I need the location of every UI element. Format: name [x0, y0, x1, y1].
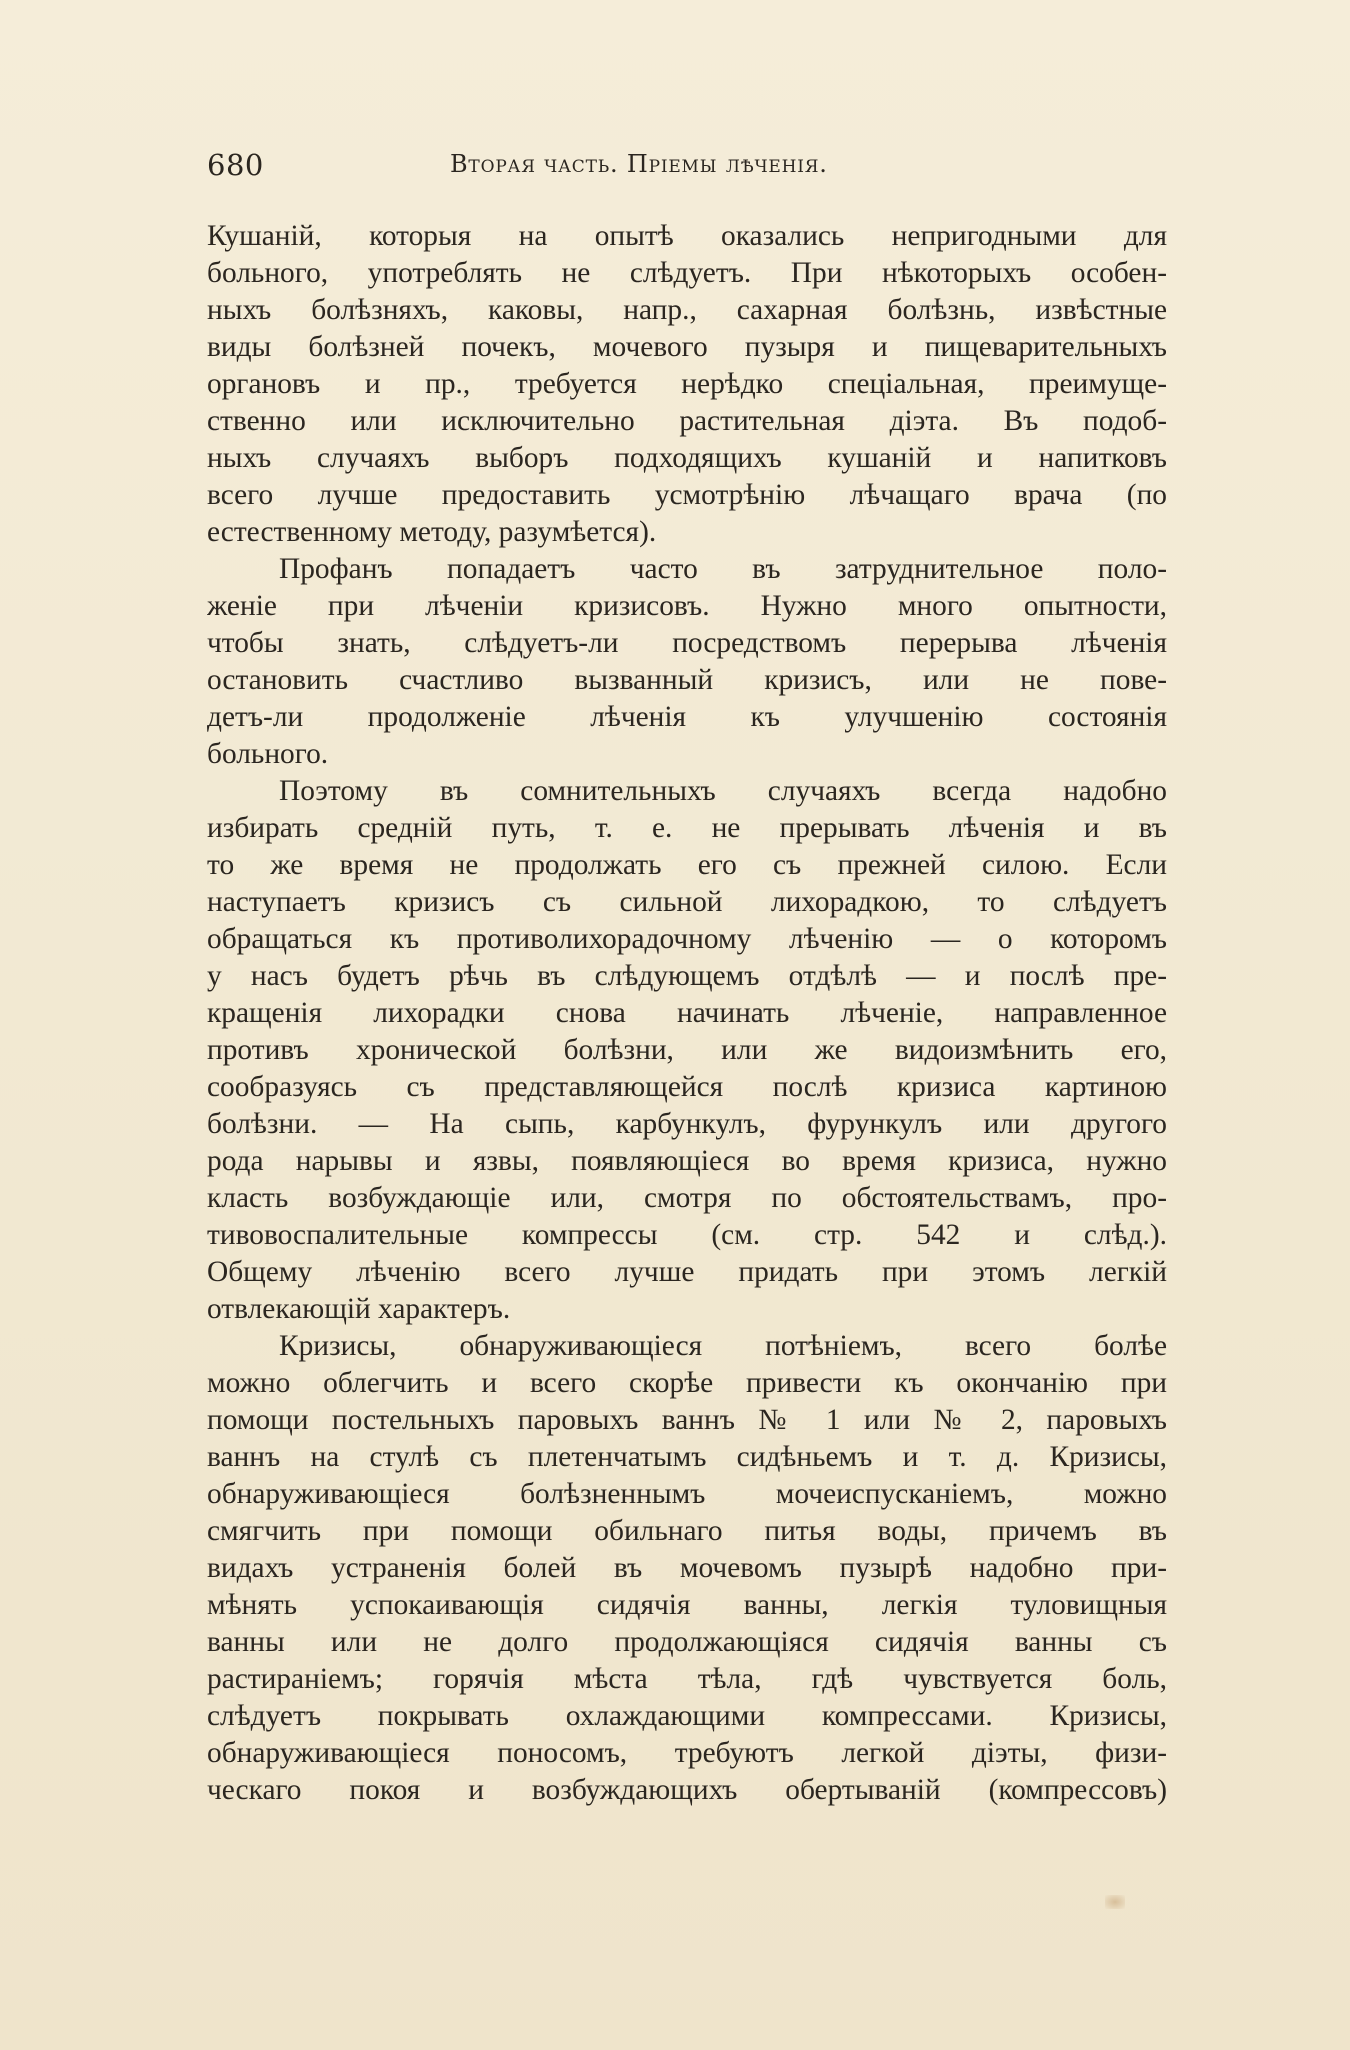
text-line: избирать средній путь, т. е. не прерывать лѣченія и въ: [207, 812, 1167, 844]
text-line: видахъ устраненія болей въ мочевомъ пузырѣ надобно при-: [207, 1552, 1167, 1584]
text-line: ственно или исключительно растительная діэта. Въ подоб-: [207, 405, 1167, 437]
text-line: детъ-ли продолженіе лѣченія къ улучшенію состоянія: [207, 701, 1167, 733]
text-line: наступаетъ кризисъ съ сильной лихорадкою, то слѣдуетъ: [207, 886, 1167, 918]
text-line: обнаруживающіеся поносомъ, требуютъ легкой діэты, физи-: [207, 1737, 1167, 1769]
text-line: ныхъ случаяхъ выборъ подходящихъ кушаній и напитковъ: [207, 442, 1167, 474]
text-line: у насъ будетъ рѣчь въ слѣдующемъ отдѣлѣ — и послѣ пре-: [207, 960, 1167, 992]
text-line: смягчить при помощи обильнаго питья воды, причемъ въ: [207, 1515, 1167, 1547]
text-line: то же время не продолжать его съ прежней силою. Если: [207, 849, 1167, 881]
text-line: противъ хронической болѣзни, или же видоизмѣнить его,: [207, 1034, 1167, 1066]
text-line: ческаго покоя и возбуждающихъ обертываній (компрессовъ): [207, 1774, 1167, 1806]
text-line: Кризисы, обнаруживающіеся потѣніемъ, всего болѣе: [279, 1330, 1167, 1362]
text-line: ванны или не долго продолжающіяся сидячія ванны съ: [207, 1626, 1167, 1658]
text-line: болѣзни. — На сыпь, карбункулъ, фурункулъ или другого: [207, 1108, 1167, 1140]
text-line: помощи постельныхъ паровыхъ ваннъ № 1 или № 2, паровыхъ: [207, 1404, 1167, 1436]
text-line: виды болѣзней почекъ, мочевого пузыря и пищеварительныхъ: [207, 331, 1167, 363]
running-title: Вторая часть. Пріемы лѣченія.: [450, 150, 828, 178]
text-line: обращаться къ противолихорадочному лѣченію — о которомъ: [207, 923, 1167, 955]
text-line: естественному методу, разумѣется).: [207, 516, 657, 548]
page-number: 680: [207, 148, 264, 182]
text-line: отвлекающій характеръ.: [207, 1293, 511, 1325]
text-line: органовъ и пр., требуется нерѣдко спеціальная, преимуще-: [207, 368, 1167, 400]
page-header: [207, 138, 1167, 188]
text-line: мѣнять успокаивающія сидячія ванны, легкія туловищныя: [207, 1589, 1167, 1621]
text-line: тивовоспалительные компрессы (см. стр. 542 и слѣд.).: [207, 1219, 1167, 1251]
text-line: ныхъ болѣзняхъ, каковы, напр., сахарная болѣзнь, извѣстные: [207, 294, 1167, 326]
text-line: класть возбуждающіе или, смотря по обстоятельствамъ, про-: [207, 1182, 1167, 1214]
text-line: слѣдуетъ покрывать охлаждающими компрессами. Кризисы,: [207, 1700, 1167, 1732]
body-text: [207, 218, 1167, 1809]
text-line: женіе при лѣченіи кризисовъ. Нужно много опытности,: [207, 590, 1167, 622]
text-line: Профанъ попадаетъ часто въ затруднительное поло-: [279, 553, 1167, 585]
text-line: остановить счастливо вызванный кризисъ, или не пове-: [207, 664, 1167, 696]
text-line: чтобы знать, слѣдуетъ-ли посредствомъ перерыва лѣченія: [207, 627, 1167, 659]
text-line: Поэтому въ сомнительныхъ случаяхъ всегда надобно: [279, 775, 1167, 807]
text-line: Кушаній, которыя на опытѣ оказались непригодными для: [207, 220, 1167, 252]
paper-stain: [1105, 1895, 1125, 1909]
text-line: кращенія лихорадки снова начинать лѣченіе, направленное: [207, 997, 1167, 1029]
text-line: растираніемъ; горячія мѣста тѣла, гдѣ чувствуется боль,: [207, 1663, 1167, 1695]
text-line: обнаруживающіеся болѣзненнымъ мочеиспусканіемъ, можно: [207, 1478, 1167, 1510]
text-line: рода нарывы и язвы, появляющіеся во время кризиса, нужно: [207, 1145, 1167, 1177]
text-line: всего лучше предоставить усмотрѣнію лѣчащаго врача (по: [207, 479, 1167, 511]
text-line: больного, употреблять не слѣдуетъ. При нѣкоторыхъ особен-: [207, 257, 1167, 289]
text-line: больного.: [207, 738, 329, 770]
text-line: ваннъ на стулѣ съ плетенчатымъ сидѣньемъ и т. д. Кризисы,: [207, 1441, 1167, 1473]
text-line: можно облегчить и всего скорѣе привести къ окончанію при: [207, 1367, 1167, 1399]
text-line: сообразуясь съ представляющейся послѣ кризиса картиною: [207, 1071, 1167, 1103]
text-line: Общему лѣченію всего лучше придать при этомъ легкій: [207, 1256, 1167, 1288]
